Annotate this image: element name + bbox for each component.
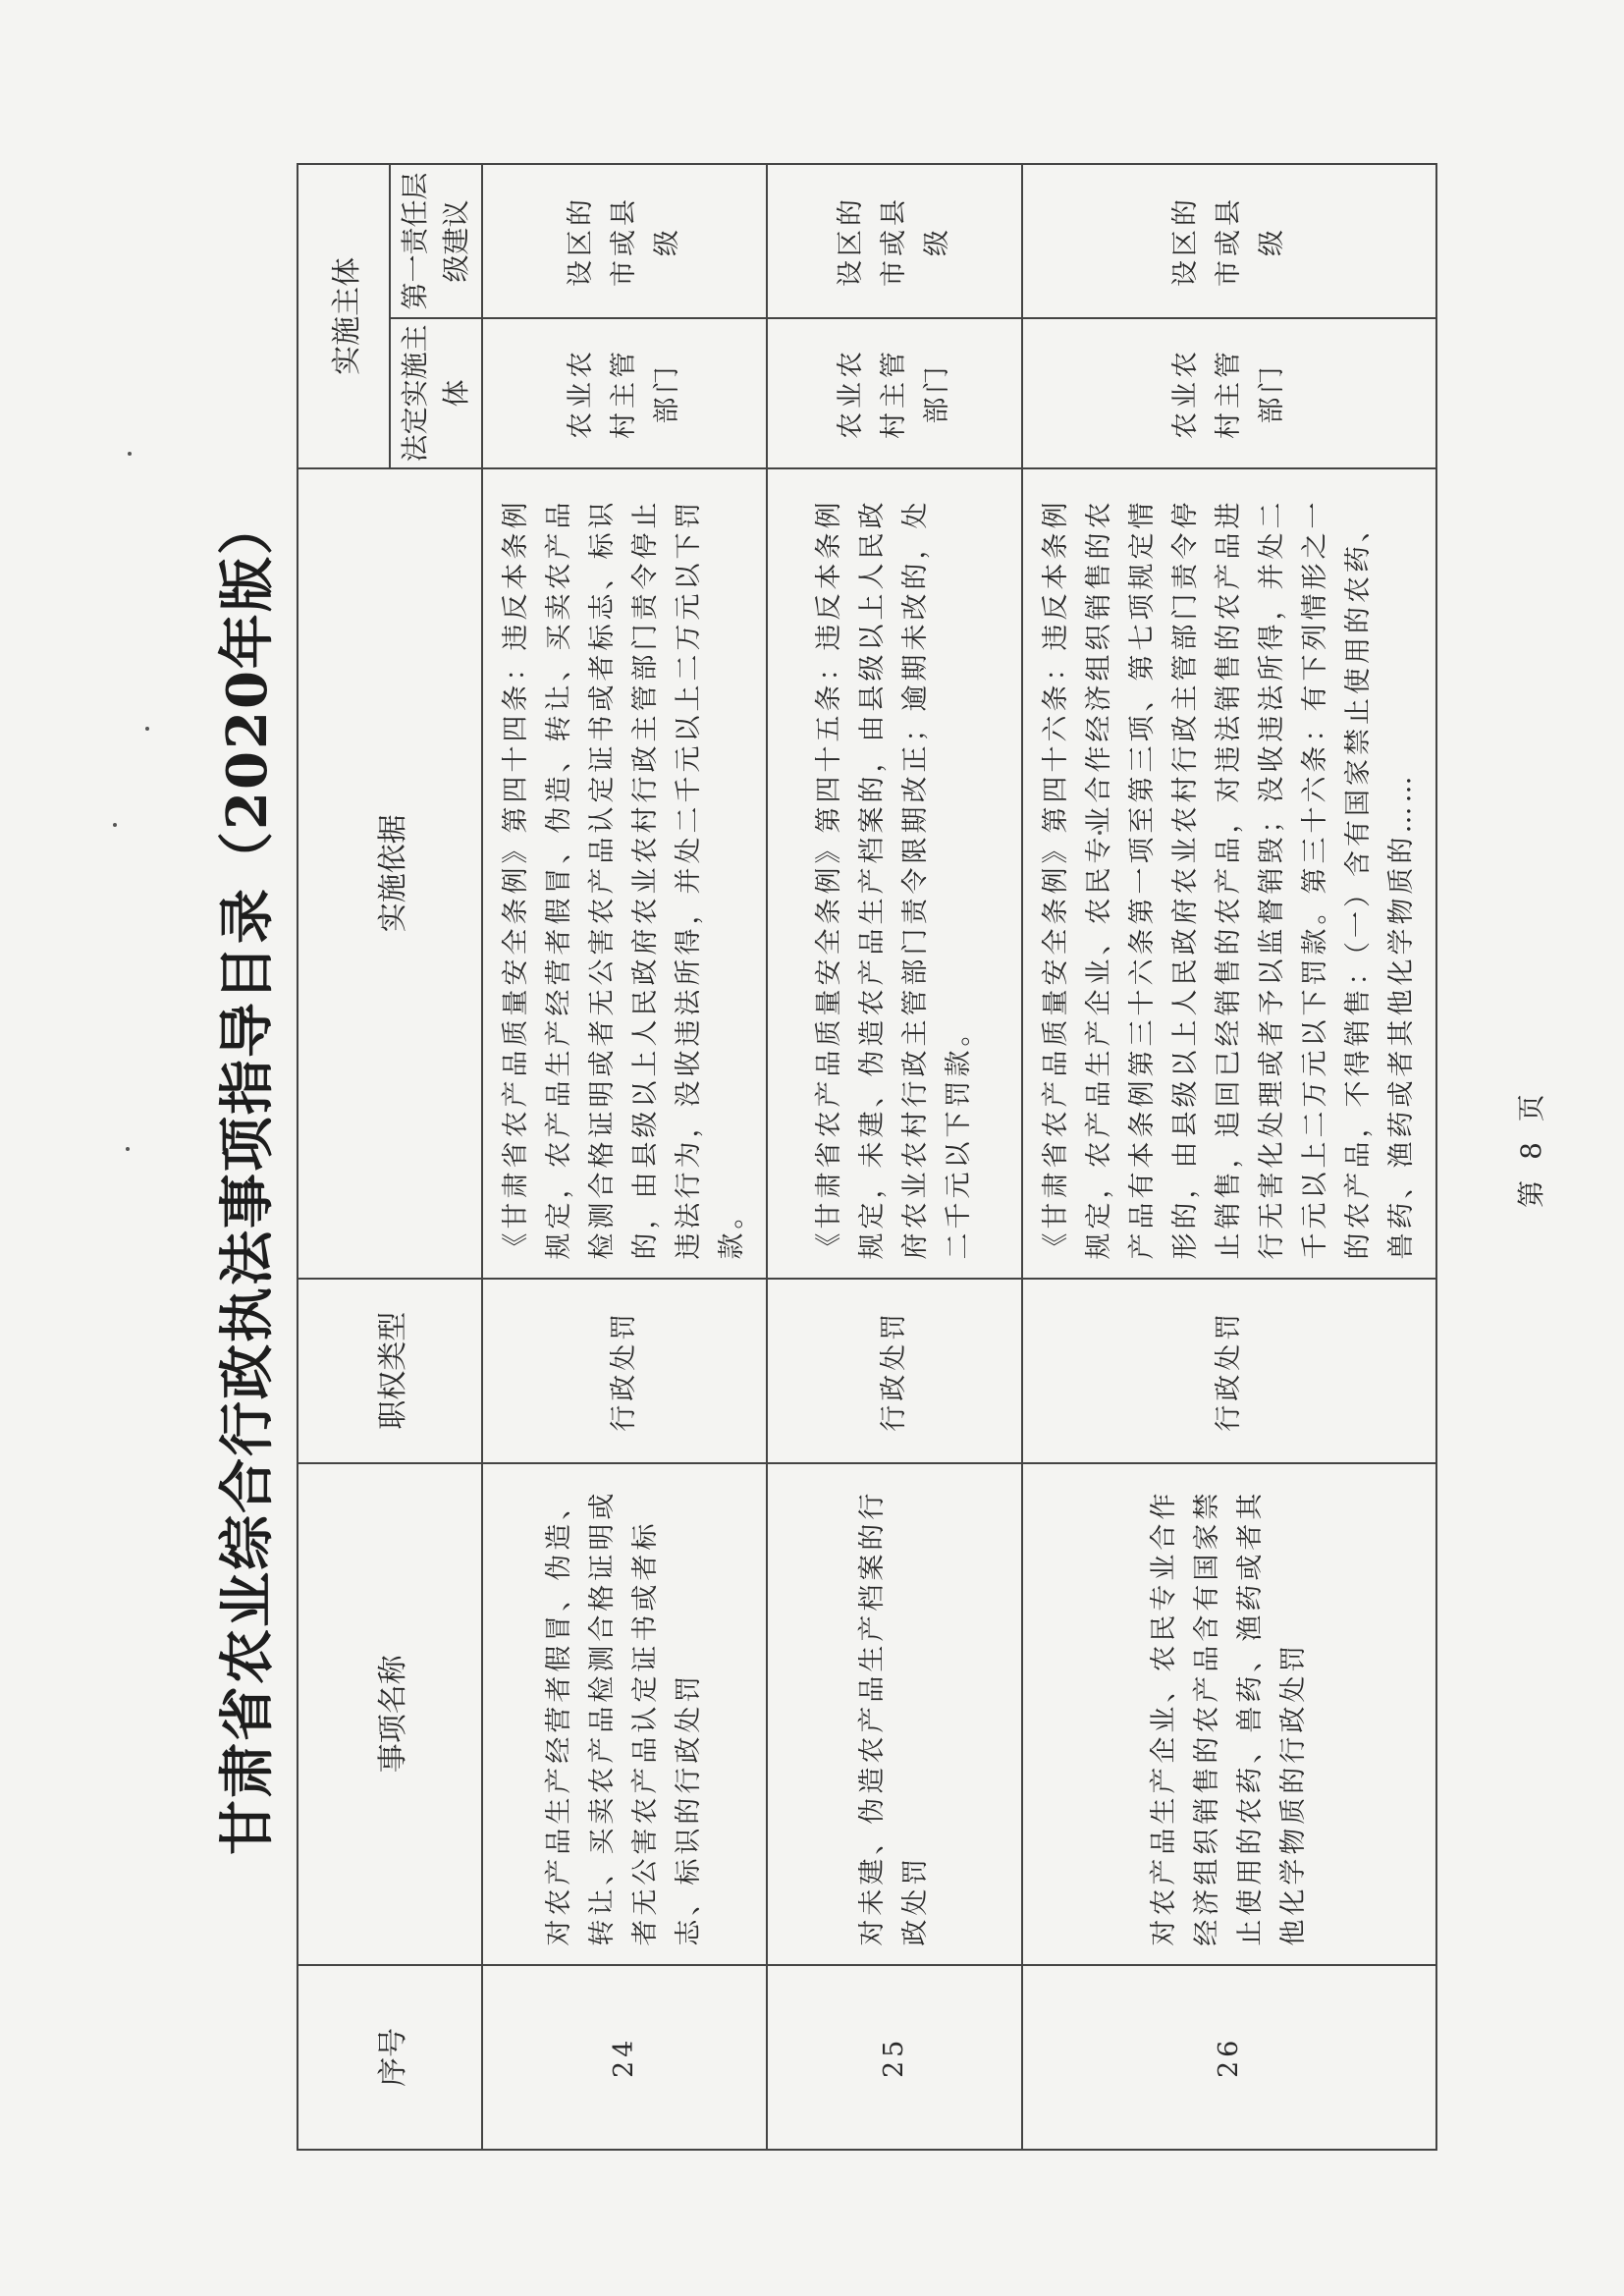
row-name: 对农产品生产企业、农民专业合作经济组织销售的农产品含有国家禁止使用的农药、兽药、渔药或者其他化学物质的行政处罚 (1022, 1463, 1436, 1965)
header-legal-subject: 法定实施主体 (390, 318, 482, 468)
header-type: 职权类型 (298, 1279, 482, 1463)
row-seq: 24 (482, 1965, 767, 2150)
row-subject: 农业农村主管部门 (482, 318, 767, 468)
row-name: 对未建、伪造农产品生产档案的行政处罚 (767, 1463, 1022, 1965)
row-subject: 农业农村主管部门 (767, 318, 1022, 468)
header-seq: 序号 (298, 1965, 482, 2150)
row-level: 设区的市或县级 (1022, 164, 1436, 318)
row-type: 行政处罚 (482, 1279, 767, 1463)
row-subject: 农业农村主管部门 (1022, 318, 1436, 468)
row-basis: 《甘肃省农产品质量安全条例》第四十四条：违反本条例规定，农产品生产经营者假冒、伪造、转让、买卖农产品检测合格证明或者无公害农产品认定证书或者标志、标识的，由县级以上人民政府农业农村行政主管部门责令停止违法行为，没收违法所得，并处二千元以上二万元以下罚款。 (482, 468, 767, 1279)
page-number: 第 8 页 (1515, 1088, 1547, 1208)
table-row (1022, 164, 1436, 2150)
row-type: 行政处罚 (1022, 1279, 1436, 1463)
row-basis: 《甘肃省农产品质量安全条例》第四十六条：违反本条例规定，农产品生产企业、农民专业合作经济组织销售的农产品有本条例第三十六条第一项至第三项、第七项规定情形的，由县级以上人民政府农业农村行政主管部门责令停止销售，追回已经销售的农产品，对违法销售的农产品进行无害化处理或者予以监督销毁；没收违法所得，并处二千元以上二万元以下罚款。第三十六条：有下列情形之一的农产品，不得销售：（一）含有国家禁止使用的农药、兽药、渔药或者其他化学物质的…… (1022, 468, 1436, 1279)
row-basis: 《甘肃省农产品质量安全条例》第四十五条：违反本条例规定，未建、伪造农产品生产档案的，由县级以上人民政府农业农村行政主管部门责令限期改正；逾期未改的，处二千元以下罚款。 (767, 468, 1022, 1279)
header-name: 事项名称 (298, 1463, 482, 1965)
row-seq: 26 (1022, 1965, 1436, 2150)
table-row (482, 164, 767, 2150)
catalog-table (297, 163, 1437, 2151)
header-first-level: 第一责任层级建议 (390, 164, 482, 318)
header-subject-group: 实施主体 (298, 164, 390, 468)
row-seq: 25 (767, 1965, 1022, 2150)
row-type: 行政处罚 (767, 1279, 1022, 1463)
row-level: 设区的市或县级 (482, 164, 767, 318)
table-row (767, 164, 1022, 2150)
document-title: 甘肃省农业综合行政执法事项指导目录（2020年版） (215, 498, 280, 1855)
header-basis: 实施依据 (298, 468, 482, 1279)
row-level: 设区的市或县级 (767, 164, 1022, 318)
row-name: 对农产品生产经营者假冒、伪造、转让、买卖农产品检测合格证明或者无公害农产品认定证书或者标志、标识的行政处罚 (482, 1463, 767, 1965)
